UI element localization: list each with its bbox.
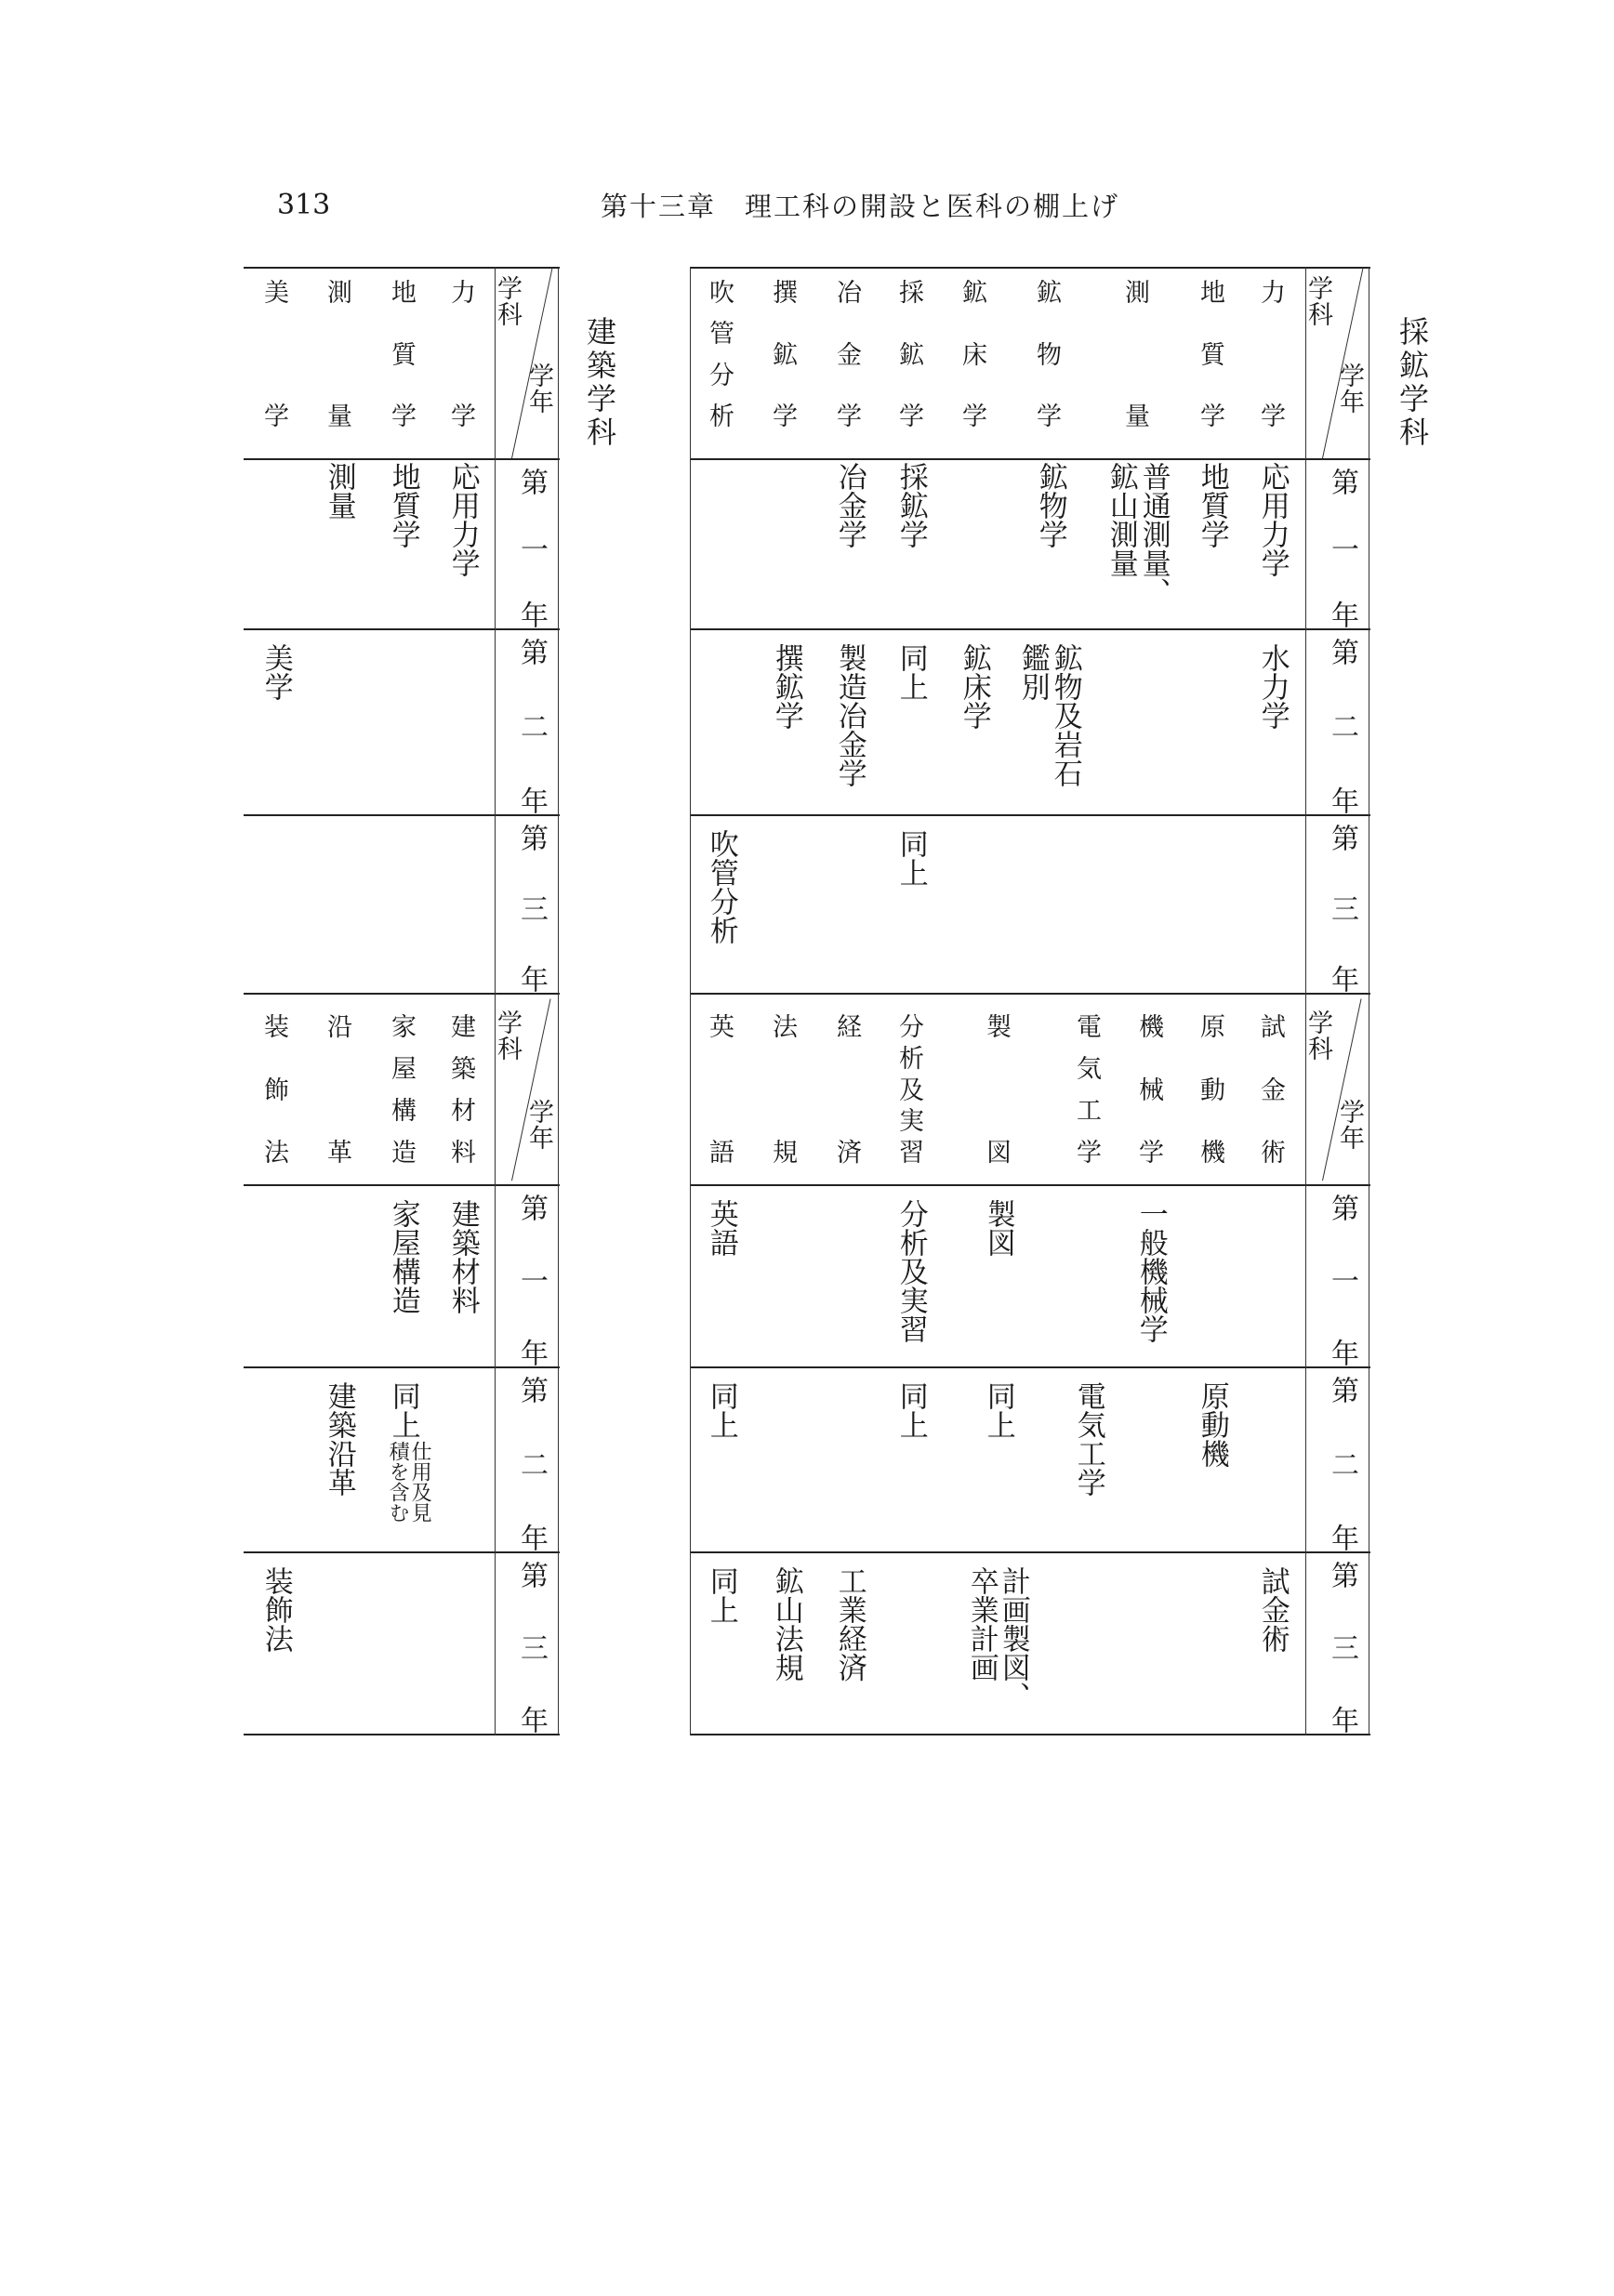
subject-header: 原 動 機 [1196, 1013, 1224, 1164]
course-cell: 撰鉱学 [769, 643, 803, 730]
year-label-2: 第 二 年 [515, 1376, 548, 1551]
course-cell: 工業経済 [832, 1566, 867, 1682]
course-cell: 試金術 [1255, 1566, 1290, 1653]
page-number: 313 [277, 189, 331, 221]
dept-title-architecture: 建築学科 [582, 316, 617, 450]
course-cell: 同上 [981, 1381, 1015, 1439]
course-cell: 吹管分析 [704, 829, 738, 944]
year-label-2: 第 二 年 [1326, 1376, 1358, 1551]
subject-header: 法 規 [768, 1013, 797, 1164]
course-cell: 同上 [893, 1381, 928, 1439]
course-cell: 装飾法 [258, 1566, 293, 1653]
year-label-1: 第 一 年 [1326, 1194, 1358, 1366]
course-cell: 鉱物学 [1033, 462, 1067, 548]
course-cell: 計画製図、 [996, 1566, 1030, 1710]
corner-year-label: 学年 [529, 363, 554, 418]
course-cell: 英語 [704, 1199, 738, 1257]
subject-header: 英 語 [705, 1013, 734, 1164]
subject-header: 採 鉱 学 [894, 279, 923, 428]
subject-header: 試 金 術 [1256, 1013, 1285, 1164]
corner-subject-label: 学科 [1308, 275, 1333, 331]
course-cell: 電気工学 [1071, 1381, 1105, 1497]
subject-header: 経 済 [832, 1013, 861, 1164]
corner-subject-label: 学科 [497, 275, 523, 331]
subject-header: 力 学 [446, 279, 475, 428]
year-label-1: 第 一 年 [1326, 468, 1358, 628]
course-cell: 同上 [704, 1566, 738, 1624]
course-cell: 鉱床学 [957, 643, 991, 730]
course-cell: 冶金学 [832, 462, 867, 548]
subject-header: 鉱 物 学 [1032, 279, 1061, 428]
running-title: 第十三章 理工科の開設と医科の棚上げ [601, 191, 1120, 222]
course-cell: 地質学 [1195, 462, 1229, 548]
subject-header: 家 屋 構 造 [387, 1013, 416, 1164]
subject-header: 冶 金 学 [832, 279, 861, 428]
subject-header: 装 飾 法 [259, 1013, 288, 1164]
course-cell: 原動機 [1195, 1381, 1229, 1468]
course-cell: 地質学 [386, 462, 420, 548]
subject-header: 製 図 [982, 1013, 1011, 1164]
course-cell: 鉱山測量 [1104, 462, 1138, 577]
year-label-1: 第 一 年 [515, 468, 548, 628]
subject-header: 地 質 学 [387, 279, 416, 428]
corner-subject-label: 学科 [1308, 1009, 1333, 1065]
course-cell: 同上 [893, 643, 928, 701]
corner-year-label: 学年 [1340, 1099, 1365, 1155]
subject-header: 分 析 及 実 習 [894, 1013, 923, 1164]
subject-header: 建 築 材 料 [446, 1013, 475, 1164]
course-cell: 採鉱学 [893, 462, 928, 548]
year-label-3: 第 三 年 [1326, 1561, 1358, 1734]
course-cell: 同上 [386, 1381, 420, 1439]
course-cell: 水力学 [1255, 643, 1290, 730]
subject-header: 測 量 [1120, 279, 1149, 428]
course-cell: 美学 [258, 643, 293, 701]
corner-year-label: 学年 [529, 1099, 554, 1155]
year-label-3: 第 三 年 [515, 1561, 548, 1734]
course-cell: 建築沿革 [322, 1381, 356, 1497]
course-note: 仕用及見 [408, 1441, 432, 1523]
course-cell: 同上 [704, 1381, 738, 1439]
course-cell: 家屋構造 [386, 1199, 420, 1314]
subject-header: 機 械 学 [1134, 1013, 1163, 1164]
subject-header: 地 質 学 [1196, 279, 1224, 428]
course-cell: 普通測量、 [1136, 462, 1171, 606]
year-label-1: 第 一 年 [515, 1194, 548, 1366]
subject-header: 吹 管 分 析 [705, 279, 734, 428]
course-cell: 製造冶金学 [832, 643, 867, 787]
dept-title-mining: 採鉱学科 [1395, 316, 1430, 450]
year-label-2: 第 二 年 [1326, 638, 1358, 814]
course-cell: 建築材料 [445, 1199, 480, 1314]
course-cell: 鉱山法規 [769, 1566, 803, 1682]
subject-header: 美 学 [259, 279, 288, 428]
subject-header: 測 量 [323, 279, 351, 428]
course-cell: 測量 [322, 462, 356, 520]
course-note: 積を含む [386, 1441, 410, 1523]
course-cell: 同上 [893, 829, 928, 887]
course-cell: 応用力学 [445, 462, 480, 577]
year-label-3: 第 三 年 [515, 824, 548, 993]
corner-year-label: 学年 [1340, 363, 1365, 418]
course-cell: 製図 [981, 1199, 1015, 1257]
year-label-2: 第 二 年 [515, 638, 548, 814]
course-cell: 一般機械学 [1133, 1199, 1168, 1343]
subject-header: 沿 革 [323, 1013, 351, 1164]
year-label-3: 第 三 年 [1326, 824, 1358, 993]
subject-header: 撰 鉱 学 [768, 279, 797, 428]
course-cell: 鉱物及岩石 [1048, 643, 1082, 787]
subject-header: 電 気 工 学 [1072, 1013, 1101, 1164]
course-cell: 応用力学 [1255, 462, 1290, 577]
corner-subject-label: 学科 [497, 1009, 523, 1065]
subject-header: 力 学 [1256, 279, 1285, 428]
course-cell: 卒業計画 [964, 1566, 999, 1682]
course-cell: 分析及実習 [893, 1199, 928, 1343]
course-cell: 鑑別 [1015, 643, 1050, 701]
subject-header: 鉱 床 学 [958, 279, 986, 428]
